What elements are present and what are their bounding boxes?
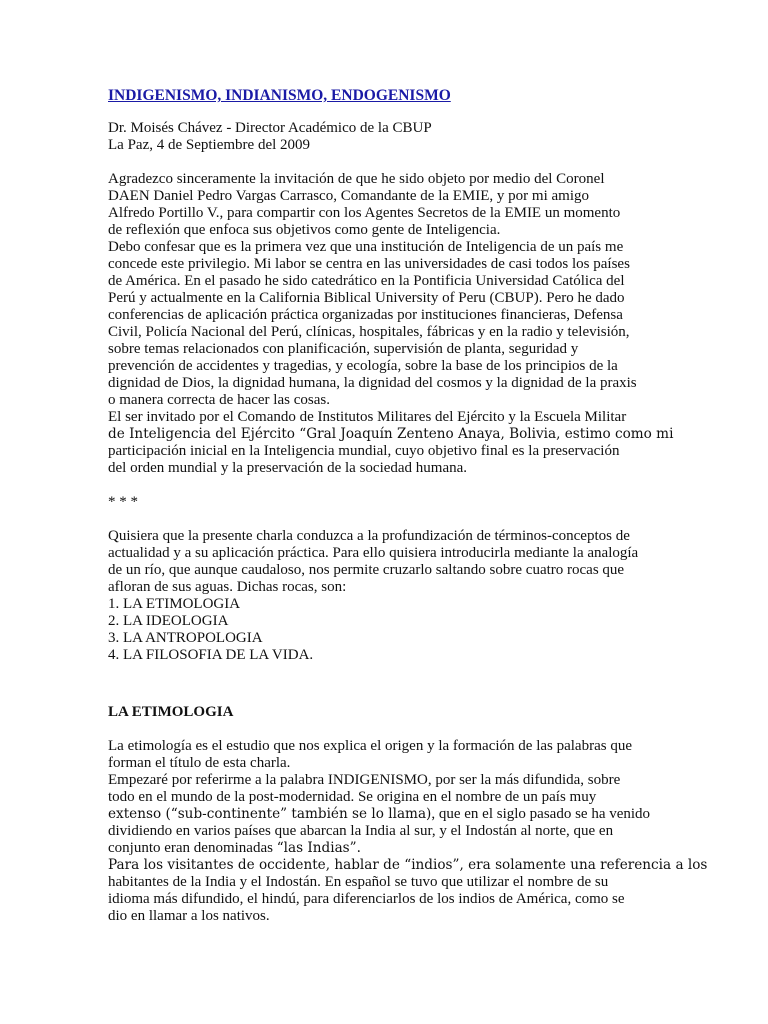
text-line: sobre temas relacionados con planificación, supervisión de planta, seguridad y [108,341,579,357]
list-item: 1. LA ETIMOLOGIA [108,596,241,612]
text-line: Civil, Policía Nacional del Perú, clínicas, hospitales, fábricas y en la radio y televisión, [108,324,630,340]
text-fragment: extenso (“sub-continente” también se lo llama) [108,806,432,822]
text-line: forman el título de esta charla. [108,755,291,771]
document-page [108,86,708,925]
text-line: DAEN Daniel Pedro Vargas Carrasco, Comandante de la EMIE, y por mi amigo [108,188,589,204]
text-line: Debo confesar que es la primera vez que una institución de Inteligencia de un país me [108,239,624,255]
text-line: participación inicial en la Inteligencia mundial, cuyo objetivo final es la preservación [108,443,620,459]
document-title: INDIGENISMO, INDIANISMO, ENDOGENISMO [108,87,451,104]
text-line: idioma más difundido, el hindú, para diferenciarlos de los indios de América, como se [108,891,625,907]
text-line: de Inteligencia del Ejército “Gral Joaquín Zenteno Anaya, Bolivia, estimo como mi [108,426,674,442]
text-line: Empezaré por referirme a la palabra INDIGENISMO, por ser la más difundida, sobre [108,772,621,788]
text-line: Para los visitantes de occidente, hablar de “indios”, era solamente una referencia a los [108,857,708,873]
text-fragment: conjunto eran denominadas [108,840,277,856]
paragraph-etymology [108,738,708,925]
text-line: concede este privilegio. Mi labor se centra en las universidades de casi todos los países [108,256,630,272]
byline-place-date: La Paz, 4 de Septiembre del 2009 [108,137,311,153]
text-line: habitantes de la India y el Indostán. En español se tuvo que utilizar el nombre de su [108,874,609,890]
list-item: 2. LA IDEOLOGIA [108,613,229,629]
text-line: prevención de accidentes y tragedias, y ecología, sobre la base de los principios de la [108,358,618,374]
section-heading: LA ETIMOLOGIA [108,704,234,720]
paragraph-intro [108,171,674,477]
text-line: actualidad y a su aplicación práctica. Para ello quisiera introducirla mediante la analogía [108,545,639,561]
list-item: 3. LA ANTROPOLOGIA [108,630,263,646]
paragraph-analogy [108,528,668,664]
text-line: del orden mundial y la preservación de la sociedad humana. [108,460,468,476]
text-line [108,840,668,857]
text-fragment: “las Indias”. [276,840,361,856]
text-fragment: , que en el siglo pasado se ha venido [431,806,651,822]
byline-author: Dr. Moisés Chávez - Director Académico de la CBUP [108,120,432,136]
text-line: Quisiera que la presente charla conduzca a la profundización de términos-conceptos de [108,528,630,544]
list-item: 4. LA FILOSOFIA DE LA VIDA. [108,647,314,663]
text-line: Perú y actualmente en la California Biblical University of Peru (CBUP). Pero he dado [108,290,625,306]
text-line: dignidad de Dios, la dignidad humana, la dignidad del cosmos y la dignidad de la praxis [108,375,637,391]
text-line: dio en llamar a los nativos. [108,908,270,924]
text-line: Alfredo Portillo V., para compartir con los Agentes Secretos de la EMIE un momento [108,205,621,221]
text-line: de América. En el pasado he sido catedrático en la Pontificia Universidad Católica del [108,273,625,289]
text-line: afloran de sus aguas. Dichas rocas, son: [108,579,347,595]
text-line [108,806,668,823]
text-line: de reflexión que enfoca sus objetivos como gente de Inteligencia. [108,222,501,238]
text-line: conferencias de aplicación práctica organizadas por instituciones financieras, Defensa [108,307,623,323]
text-line: El ser invitado por el Comando de Institutos Militares del Ejército y la Escuela Militar [108,409,627,425]
text-line: Agradezco sinceramente la invitación de que he sido objeto por medio del Coronel [108,171,605,187]
byline [108,120,668,154]
text-line: o manera correcta de hacer las cosas. [108,392,330,408]
text-line: La etimología es el estudio que nos explica el origen y la formación de las palabras que [108,738,632,754]
text-line: todo en el mundo de la post-modernidad. Se origina en el nombre de un país muy [108,789,597,805]
text-line: dividiendo en varios países que abarcan la India al sur, y el Indostán al norte, que en [108,823,614,839]
separator: * * * [108,494,138,510]
text-line: de un río, que aunque caudaloso, nos permite cruzarlo saltando sobre cuatro rocas que [108,562,625,578]
